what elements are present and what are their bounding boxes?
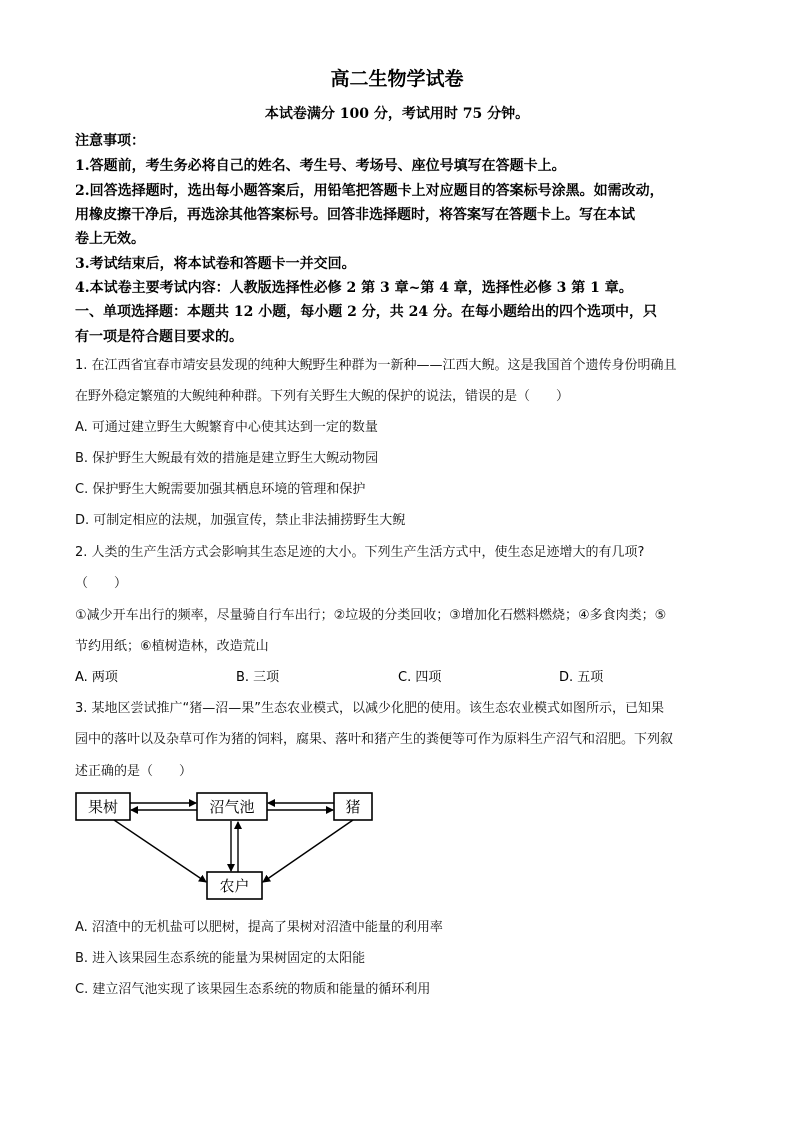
notice-item-2-end: 卷上无效。 (75, 231, 145, 247)
farmer-label: 农户 (219, 877, 250, 895)
eco-agriculture-diagram (70, 788, 380, 908)
q1-option-c: C. 保护野生大鲵需要加强其栖息环境的管理和保护 (75, 482, 366, 497)
q2-stem: 2. 人类的生产生活方式会影响其生态足迹的大小。下列生产生活方式中，使生态足迹增大的有几项? (75, 545, 645, 560)
notice-heading: 注意事项： (75, 133, 145, 149)
q2-option-c: C. 四项 (398, 670, 442, 685)
section-heading: 一、单项选择题：本题共 12 小题，每小题 2 分，共 24 分。在每小题给出的四个选项中，只 (75, 304, 657, 320)
q3-stem-cont: 园中的落叶以及杂草可作为猪的饲料，腐果、落叶和猪产生的粪便等可作为原料生产沼气和沼肥。下列叙 (75, 732, 674, 747)
pig-label: 猪 (345, 798, 361, 816)
arrow-orchard-to-farmer (114, 820, 206, 882)
q1-option-a: A. 可通过建立野生大鲵繁育中心使其达到一定的数量 (75, 420, 378, 435)
q1-option-b: B. 保护野生大鲵最有效的措施是建立野生大鲵动物园 (75, 451, 379, 466)
q3-option-c: C. 建立沼气池实现了该果园生态系统的物质和能量的循环利用 (75, 982, 431, 997)
section-heading-cont: 有一项是符合题目要求的。 (75, 329, 243, 345)
notice-item-4: 4.本试卷主要考试内容：人教版选择性必修 2 第 3 章~第 4 章，选择性必修 3 第 1 章。 (75, 280, 633, 296)
q3-option-b: B. 进入该果园生态系统的能量为果树固定的太阳能 (75, 951, 366, 966)
q2-option-d: D. 五项 (559, 670, 604, 685)
q1-stem: 1. 在江西省宜春市靖安县发现的纯种大鲵野生种群为一新种——江西大鲵。这是我国首个遗传身份明确且 (75, 358, 677, 373)
q2-items-cont: 节约用纸；⑥植树造林，改造荒山 (75, 639, 269, 654)
q3-stem-end: 述正确的是（ ） (75, 764, 193, 779)
q1-stem-cont: 在野外稳定繁殖的大鲵纯种种群。下列有关野生大鲵的保护的说法，错误的是（ ） (75, 389, 570, 404)
orchard-label: 果树 (87, 798, 119, 816)
q2-option-a: A. 两项 (75, 670, 118, 685)
notice-item-2: 2.回答选择题时，选出每小题答案后，用铅笔把答题卡上对应题目的答案标号涂黑。如需改动， (75, 183, 664, 199)
q2-option-b: B. 三项 (236, 670, 280, 685)
q3-stem: 3. 某地区尝试推广“猪—沼—果”生态农业模式，以减少化肥的使用。该生态农业模式如图所示，已知果 (75, 701, 665, 716)
q1-option-d: D. 可制定相应的法规，加强宣传，禁止非法捕捞野生大鲵 (75, 513, 406, 528)
page-title: 高二生物学试卷 (330, 68, 464, 90)
notice-item-1: 1.答题前，考生务必将自己的姓名、考生号、考场号、座位号填写在答题卡上。 (75, 158, 566, 174)
q2-stem-cont: （ ） (75, 576, 128, 591)
biogas-label: 沼气池 (209, 798, 255, 816)
q2-items: ①减少开车出行的频率，尽量骑自行车出行；②垃圾的分类回收；③增加化石燃料燃烧；④多食肉类；⑤ (75, 608, 667, 623)
notice-item-2-cont: 用橡皮擦干净后，再选涂其他答案标号。回答非选择题时，将答案写在答题卡上。写在本试 (75, 207, 635, 223)
notice-item-3: 3.考试结束后，将本试卷和答题卡一并交回。 (75, 256, 356, 272)
exam-subtitle: 本试卷满分 100 分，考试用时 75 分钟。 (264, 106, 530, 122)
q3-option-a: A. 沼渣中的无机盐可以肥树，提高了果树对沼渣中能量的利用率 (75, 920, 443, 935)
arrow-pig-to-farmer (263, 820, 353, 882)
